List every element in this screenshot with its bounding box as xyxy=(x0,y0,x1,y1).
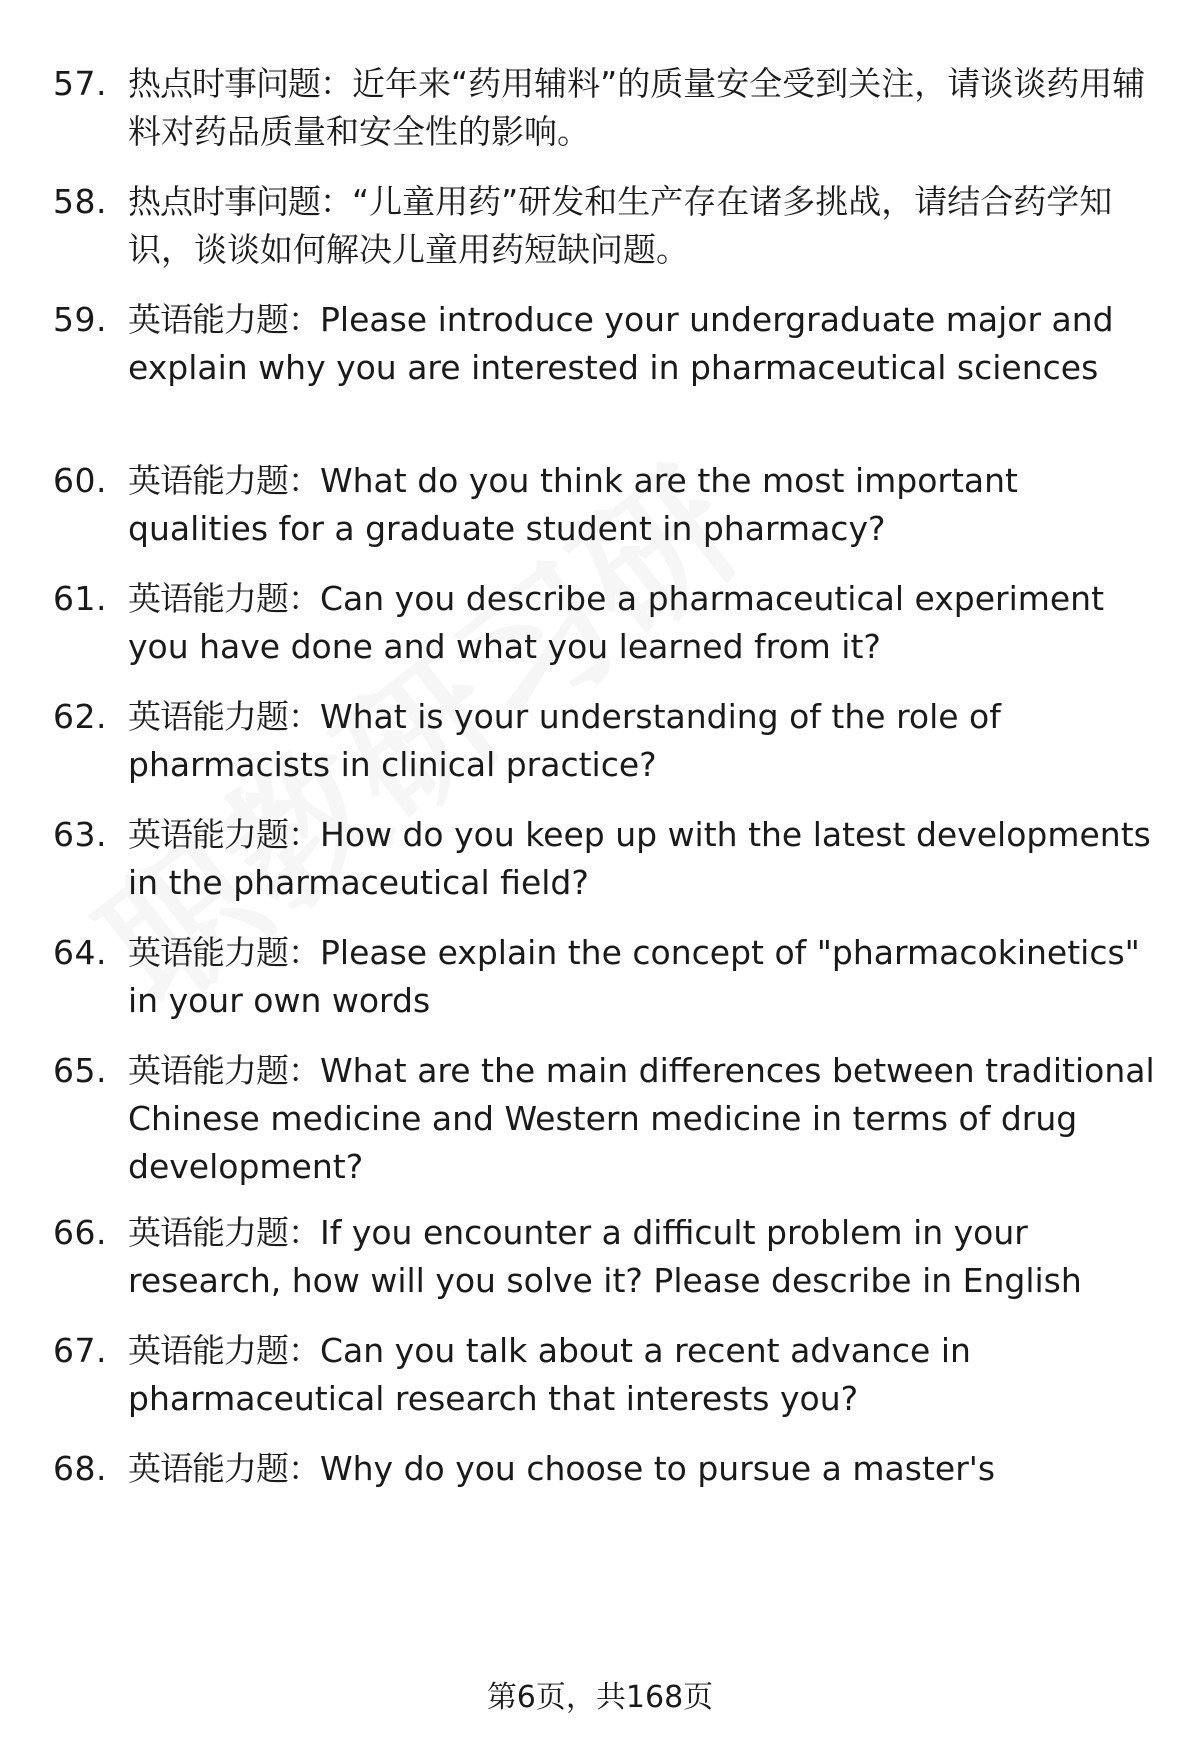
question-category: 英语能力题： xyxy=(128,1051,320,1090)
question-text-block xyxy=(128,60,1158,156)
question-body: Please introduce your undergraduate major and explain why you are interested in pharmaceutical sciences xyxy=(128,300,1114,387)
question-number: 63. xyxy=(53,815,107,854)
question-number: 60. xyxy=(53,461,107,500)
question-body: If you encounter a difficult problem in your research, how will you solve it? Please describe in English xyxy=(128,1213,1082,1300)
question-category: 热点时事问题： xyxy=(128,64,352,103)
question-category: 英语能力题： xyxy=(128,933,320,972)
question-body: Can you talk about a recent advance in pharmaceutical research that interests you? xyxy=(128,1331,971,1418)
question-text-block xyxy=(128,929,1158,1025)
question-number: 59. xyxy=(53,300,107,339)
question-body: Can you describe a pharmaceutical experiment you have done and what you learned from it? xyxy=(128,579,1105,666)
question-category: 英语能力题： xyxy=(128,300,320,339)
page-number-label: 第6页，共168页 xyxy=(486,1680,714,1715)
question-body: Please explain the concept of "pharmacokinetics" in your own words xyxy=(128,933,1140,1020)
question-text-block xyxy=(128,575,1158,671)
question-category: 英语能力题： xyxy=(128,1449,320,1488)
question-number: 61. xyxy=(53,579,107,618)
question-body: How do you keep up with the latest developments in the pharmaceutical field? xyxy=(128,815,1151,902)
question-category: 英语能力题： xyxy=(128,579,320,618)
question-body: 近年来“药用辅料”的质量安全受到关注，请谈谈药用辅料对药品质量和安全性的影响。 xyxy=(128,64,1146,151)
question-category: 英语能力题： xyxy=(128,1213,320,1252)
page-footer xyxy=(0,1676,1200,1720)
question-body: What are the main differences between traditional Chinese medicine and Western medicine in terms of drug development? xyxy=(128,1051,1155,1186)
question-text-block xyxy=(128,296,1158,392)
question-number: 68. xyxy=(53,1449,107,1488)
question-text-block xyxy=(128,693,1158,789)
question-number: 62. xyxy=(53,697,107,736)
question-text-block xyxy=(128,1327,1158,1423)
question-number: 64. xyxy=(53,933,107,972)
question-number: 65. xyxy=(53,1051,107,1090)
question-category: 英语能力题： xyxy=(128,815,320,854)
question-number: 58. xyxy=(53,182,107,221)
question-category: 英语能力题： xyxy=(128,1331,320,1370)
question-text-block xyxy=(128,457,1158,553)
question-number: 66. xyxy=(53,1213,107,1252)
question-body: What do you think are the most important qualities for a graduate student in pharmacy? xyxy=(128,461,1018,548)
question-body: What is your understanding of the role of pharmacists in clinical practice? xyxy=(128,697,1001,784)
question-number: 67. xyxy=(53,1331,107,1370)
question-text-block xyxy=(128,178,1158,274)
question-category: 英语能力题： xyxy=(128,697,320,736)
question-category: 热点时事问题： xyxy=(128,182,352,221)
question-text-block xyxy=(128,1445,1158,1493)
question-category: 英语能力题： xyxy=(128,461,320,500)
question-body: Why do you choose to pursue a master's xyxy=(320,1449,996,1488)
question-body: “儿童用药”研发和生产存在诸多挑战，请结合药学知识，谈谈如何解决儿童用药短缺问题。 xyxy=(128,182,1113,269)
question-text-block xyxy=(128,1209,1158,1305)
question-text-block xyxy=(128,1047,1158,1191)
question-text-block xyxy=(128,811,1158,907)
question-number: 57. xyxy=(53,64,107,103)
